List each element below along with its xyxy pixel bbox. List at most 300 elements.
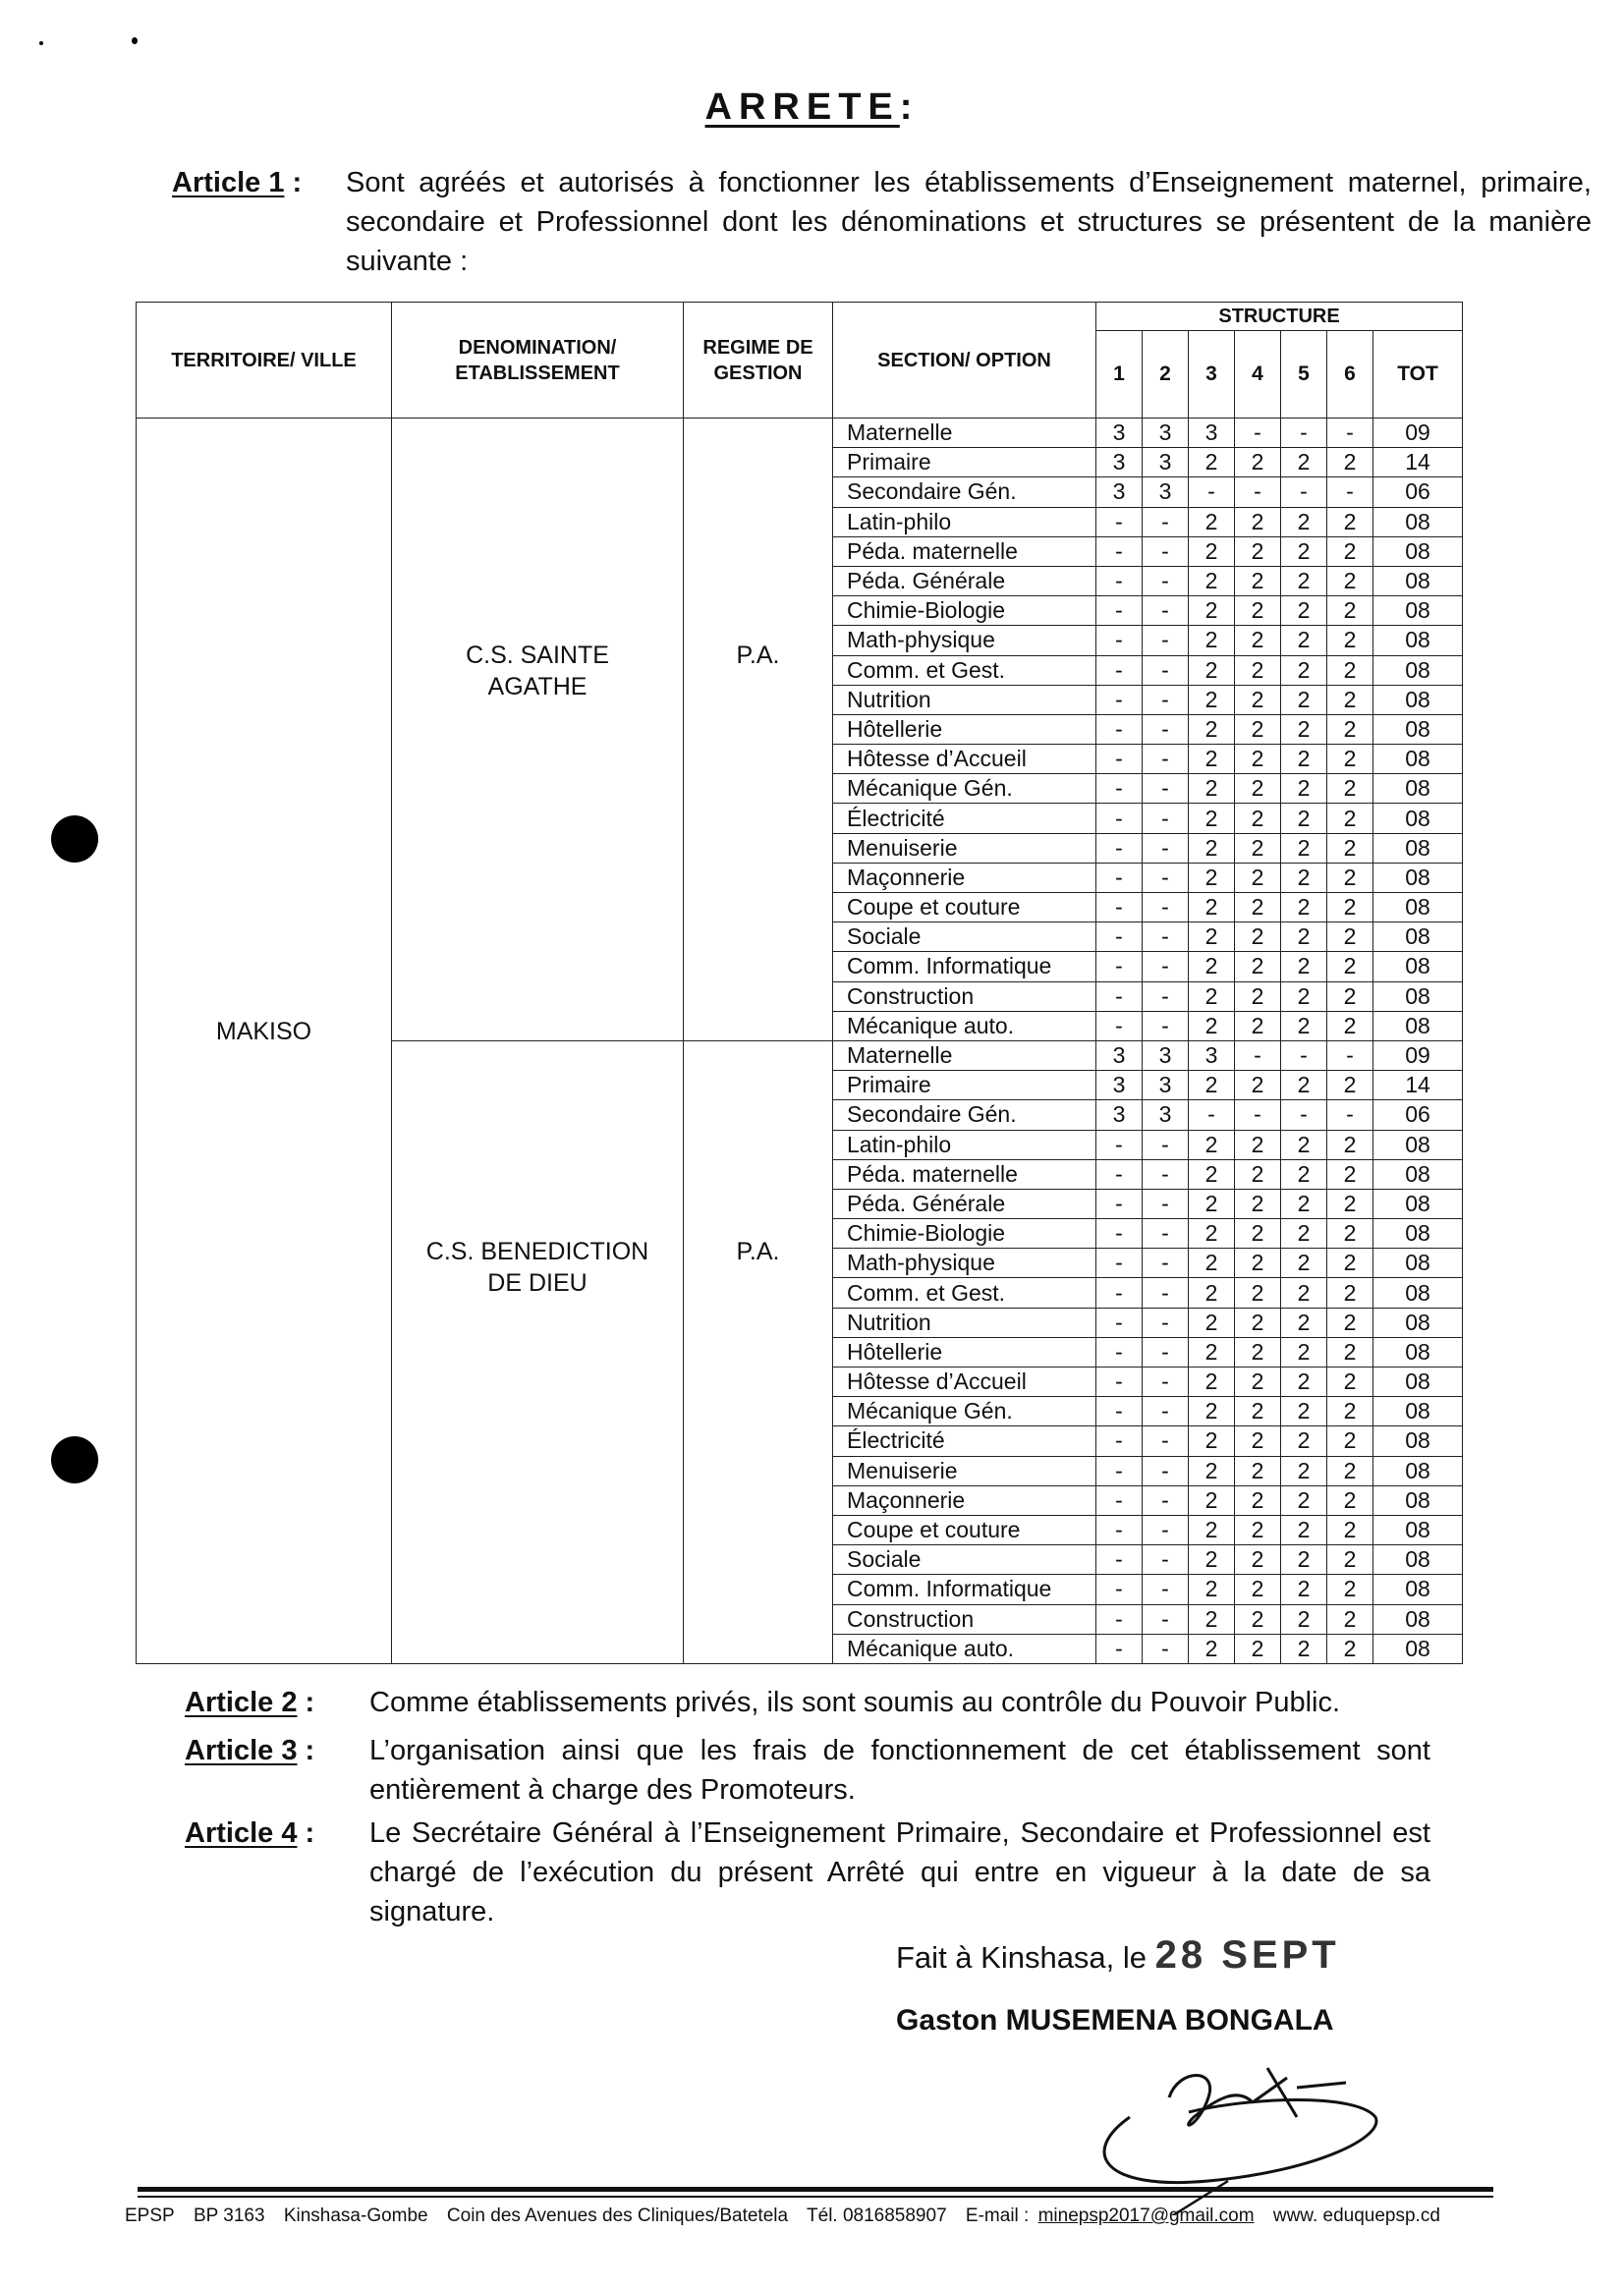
structure-cell: 2 <box>1281 952 1327 981</box>
structure-cell: 2 <box>1189 1426 1235 1456</box>
structure-cell: - <box>1143 745 1189 774</box>
structure-cell: - <box>1143 1545 1189 1575</box>
structure-cell: 2 <box>1327 1426 1373 1456</box>
structure-cell: 2 <box>1281 1278 1327 1308</box>
structure-cell: - <box>1096 1634 1143 1663</box>
structure-cell: 2 <box>1189 536 1235 566</box>
structure-cell: 2 <box>1189 626 1235 655</box>
structure-cell: - <box>1143 804 1189 833</box>
structure-cell: - <box>1327 477 1373 507</box>
structure-cell: - <box>1143 1189 1189 1218</box>
option-cell: Maternelle <box>833 1040 1096 1070</box>
structure-cell: 2 <box>1281 1189 1327 1218</box>
structure-cell: 2 <box>1281 804 1327 833</box>
option-cell: Hôtesse d’Accueil <box>833 745 1096 774</box>
structure-cell: 2 <box>1235 1575 1281 1604</box>
structure-cell: 2 <box>1327 893 1373 922</box>
header-structure: STRUCTURE <box>1096 303 1463 331</box>
structure-cell: 2 <box>1189 745 1235 774</box>
option-cell: Péda. maternelle <box>833 1159 1096 1189</box>
header-col-1: 1 <box>1096 331 1143 419</box>
total-cell: 08 <box>1373 1575 1463 1604</box>
structure-cell: - <box>1096 1485 1143 1515</box>
structure-cell: 2 <box>1281 566 1327 595</box>
structure-cell: 2 <box>1235 1485 1281 1515</box>
structure-cell: - <box>1143 1634 1189 1663</box>
header-col-6: 6 <box>1327 331 1373 419</box>
structure-cell: 2 <box>1327 1337 1373 1367</box>
total-cell: 08 <box>1373 596 1463 626</box>
structure-cell: 2 <box>1281 1159 1327 1189</box>
structure-cell: 2 <box>1327 536 1373 566</box>
structure-cell: - <box>1096 1159 1143 1189</box>
structure-cell: 2 <box>1281 655 1327 685</box>
structure-cell: 2 <box>1235 981 1281 1011</box>
structure-cell: 2 <box>1235 596 1281 626</box>
structure-cell: - <box>1096 1308 1143 1337</box>
option-cell: Péda. Générale <box>833 566 1096 595</box>
option-cell: Électricité <box>833 1426 1096 1456</box>
structure-cell: - <box>1143 893 1189 922</box>
total-cell: 08 <box>1373 1515 1463 1544</box>
structure-cell: - <box>1235 477 1281 507</box>
structure-cell: - <box>1143 922 1189 952</box>
structure-cell: 2 <box>1327 1575 1373 1604</box>
structure-cell: 2 <box>1327 1189 1373 1218</box>
structure-cell: 2 <box>1235 1071 1281 1100</box>
structure-cell: - <box>1143 1397 1189 1426</box>
total-cell: 08 <box>1373 1011 1463 1040</box>
structure-cell: 2 <box>1235 1189 1281 1218</box>
structure-cell: - <box>1096 1397 1143 1426</box>
article-label: Article 4 <box>185 1817 298 1849</box>
structure-cell: 2 <box>1327 1308 1373 1337</box>
structure-cell: - <box>1096 655 1143 685</box>
article-label: Article 3 <box>185 1735 298 1766</box>
structure-cell: 2 <box>1281 596 1327 626</box>
structure-cell: - <box>1143 1426 1189 1456</box>
structure-cell: 2 <box>1281 1634 1327 1663</box>
structure-cell: - <box>1189 477 1235 507</box>
total-cell: 08 <box>1373 685 1463 714</box>
structure-cell: - <box>1096 566 1143 595</box>
structure-cell: 2 <box>1189 566 1235 595</box>
scan-speck <box>39 41 43 45</box>
handwritten-signature <box>1061 2058 1415 2215</box>
structure-cell: - <box>1189 1100 1235 1130</box>
total-cell: 08 <box>1373 1159 1463 1189</box>
option-cell: Construction <box>833 981 1096 1011</box>
total-cell: 08 <box>1373 1426 1463 1456</box>
structure-cell: 2 <box>1327 1071 1373 1100</box>
article-text: L’organisation ainsi que les frais de fonctionnement de cet établissement sont entièrement à charge des Promoteurs. <box>369 1735 1430 1806</box>
structure-cell: 2 <box>1281 507 1327 536</box>
structure-cell: 3 <box>1189 419 1235 448</box>
structure-cell: 2 <box>1189 1485 1235 1515</box>
structure-cell: 2 <box>1327 1368 1373 1397</box>
structure-cell: 2 <box>1281 1575 1327 1604</box>
header-territoire: TERRITOIRE/ VILLE <box>137 303 392 419</box>
structure-cell: 2 <box>1327 448 1373 477</box>
structure-cell: 2 <box>1327 1278 1373 1308</box>
structure-cell: 2 <box>1189 1130 1235 1159</box>
structure-cell: 2 <box>1327 981 1373 1011</box>
structure-cell: - <box>1143 1219 1189 1249</box>
total-cell: 14 <box>1373 1071 1463 1100</box>
structure-cell: 2 <box>1235 1130 1281 1159</box>
structure-cell: - <box>1096 1515 1143 1544</box>
option-cell: Mécanique auto. <box>833 1634 1096 1663</box>
option-cell: Mécanique auto. <box>833 1011 1096 1040</box>
structure-cell: - <box>1096 804 1143 833</box>
option-cell: Math-physique <box>833 626 1096 655</box>
option-cell: Maternelle <box>833 419 1096 448</box>
footer-address: Coin des Avenues des Cliniques/Batetela <box>446 2205 789 2226</box>
structure-cell: - <box>1096 1249 1143 1278</box>
structure-cell: 2 <box>1235 448 1281 477</box>
table-row <box>137 419 1463 448</box>
structure-cell: 2 <box>1327 685 1373 714</box>
structure-cell: - <box>1143 1278 1189 1308</box>
option-cell: Hôtellerie <box>833 714 1096 744</box>
structure-cell: 2 <box>1235 952 1281 981</box>
scan-speck <box>132 37 138 44</box>
structure-cell: - <box>1143 536 1189 566</box>
option-cell: Comm. et Gest. <box>833 1278 1096 1308</box>
structure-cell: - <box>1143 626 1189 655</box>
structure-cell: 2 <box>1281 1604 1327 1634</box>
structure-cell: - <box>1096 536 1143 566</box>
structure-cell: 2 <box>1281 1011 1327 1040</box>
structure-cell: 2 <box>1235 1368 1281 1397</box>
structure-cell: 2 <box>1327 566 1373 595</box>
structure-cell: - <box>1143 981 1189 1011</box>
structure-cell: 2 <box>1235 1337 1281 1367</box>
structure-cell: 2 <box>1281 714 1327 744</box>
total-cell: 08 <box>1373 1130 1463 1159</box>
article-text: Sont agréés et autorisés à fonctionner les établissements d’Enseignement maternel, primaire, secondaire et Professionnel dont les dénominations et structures se présentent de la manière suivante : <box>346 167 1592 277</box>
total-cell: 06 <box>1373 1100 1463 1130</box>
structure-cell: - <box>1143 1337 1189 1367</box>
total-cell: 08 <box>1373 922 1463 952</box>
structure-cell: - <box>1096 893 1143 922</box>
structure-cell: 2 <box>1235 1308 1281 1337</box>
total-cell: 08 <box>1373 893 1463 922</box>
footer-org: EPSP <box>125 2205 175 2226</box>
structure-cell: 2 <box>1327 922 1373 952</box>
school-name-cell: C.S. BENEDICTION DE DIEU <box>392 1040 684 1663</box>
option-cell: Maçonnerie <box>833 1485 1096 1515</box>
structure-cell: 2 <box>1327 833 1373 863</box>
header-section: SECTION/ OPTION <box>833 303 1096 419</box>
option-cell: Nutrition <box>833 685 1096 714</box>
structure-cell: 2 <box>1235 774 1281 804</box>
structure-cell: 2 <box>1327 596 1373 626</box>
total-cell: 08 <box>1373 745 1463 774</box>
structure-cell: - <box>1143 952 1189 981</box>
structure-cell: - <box>1096 981 1143 1011</box>
option-cell: Primaire <box>833 1071 1096 1100</box>
structure-cell: 2 <box>1281 863 1327 892</box>
structure-cell: - <box>1096 863 1143 892</box>
structure-cell: 2 <box>1235 863 1281 892</box>
structure-cell: 2 <box>1235 1249 1281 1278</box>
total-cell: 08 <box>1373 566 1463 595</box>
structure-cell: 2 <box>1281 1397 1327 1426</box>
structure-cell: 2 <box>1189 1071 1235 1100</box>
structure-cell: 2 <box>1327 1159 1373 1189</box>
structure-cell: - <box>1143 596 1189 626</box>
structure-cell: 2 <box>1327 1485 1373 1515</box>
document-title: ARRETE: <box>704 86 920 128</box>
total-cell: 08 <box>1373 626 1463 655</box>
footer-website-link[interactable]: www. eduquepsp.cd <box>1272 2205 1440 2226</box>
total-cell: 08 <box>1373 1368 1463 1397</box>
structure-cell: 2 <box>1327 1545 1373 1575</box>
structure-cell: 2 <box>1281 448 1327 477</box>
structure-cell: 2 <box>1189 1278 1235 1308</box>
total-cell: 08 <box>1373 655 1463 685</box>
structure-cell: - <box>1281 477 1327 507</box>
option-cell: Comm. Informatique <box>833 952 1096 981</box>
total-cell: 08 <box>1373 1604 1463 1634</box>
structure-cell: - <box>1096 1545 1143 1575</box>
footer-email-link[interactable]: minepsp2017@gmail.com <box>1037 2205 1255 2226</box>
structure-cell: 2 <box>1327 1219 1373 1249</box>
structure-cell: 2 <box>1281 1456 1327 1485</box>
structure-cell: 2 <box>1281 536 1327 566</box>
structure-cell: - <box>1096 596 1143 626</box>
header-col-3: 3 <box>1189 331 1235 419</box>
total-cell: 08 <box>1373 774 1463 804</box>
structure-cell: 3 <box>1143 1100 1189 1130</box>
option-cell: Péda. Générale <box>833 1189 1096 1218</box>
structure-cell: - <box>1096 1337 1143 1367</box>
structure-cell: - <box>1235 419 1281 448</box>
structure-cell: - <box>1235 1100 1281 1130</box>
structure-cell: 3 <box>1143 477 1189 507</box>
structure-cell: 2 <box>1327 1011 1373 1040</box>
structure-cell: 2 <box>1281 685 1327 714</box>
structure-cell: 2 <box>1235 1515 1281 1544</box>
option-cell: Secondaire Gén. <box>833 477 1096 507</box>
structure-cell: 2 <box>1327 745 1373 774</box>
structure-cell: 2 <box>1235 1397 1281 1426</box>
signatory-name: Gaston MUSEMENA BONGALA <box>896 2004 1334 2037</box>
option-cell: Secondaire Gén. <box>833 1100 1096 1130</box>
structure-cell: - <box>1327 419 1373 448</box>
structure-cell: - <box>1143 1159 1189 1189</box>
structure-cell: 2 <box>1189 1249 1235 1278</box>
structure-cell: - <box>1143 1575 1189 1604</box>
footer-email-label: E-mail : <box>965 2205 1030 2226</box>
structure-cell: 2 <box>1235 893 1281 922</box>
structure-cell: - <box>1143 833 1189 863</box>
structure-cell: - <box>1096 1426 1143 1456</box>
structure-cell: 2 <box>1327 1456 1373 1485</box>
structure-cell: - <box>1143 507 1189 536</box>
structure-cell: - <box>1096 1011 1143 1040</box>
structure-cell: 2 <box>1189 655 1235 685</box>
structure-cell: 2 <box>1281 1219 1327 1249</box>
structure-cell: - <box>1327 1100 1373 1130</box>
structure-cell: 2 <box>1281 1071 1327 1100</box>
option-cell: Maçonnerie <box>833 863 1096 892</box>
article-text: Le Secrétaire Général à l’Enseignement Primaire, Secondaire et Professionnel est chargé de l’exécution du présent Arrêté qui entre en vigueur à la date de sa signature. <box>369 1817 1430 1927</box>
header-col-4: 4 <box>1235 331 1281 419</box>
date-stamp: 28 SEPT <box>1154 1933 1340 1977</box>
total-cell: 08 <box>1373 981 1463 1011</box>
structure-cell: 2 <box>1327 655 1373 685</box>
structure-cell: 2 <box>1281 1368 1327 1397</box>
structure-cell: 2 <box>1189 863 1235 892</box>
footer-rule <box>138 2196 1493 2198</box>
structure-cell: 2 <box>1235 1545 1281 1575</box>
footer-tel: Tél. 0816858907 <box>807 2205 947 2226</box>
structure-cell: - <box>1143 1485 1189 1515</box>
structure-cell: 3 <box>1143 1071 1189 1100</box>
structure-cell: 2 <box>1235 566 1281 595</box>
total-cell: 09 <box>1373 1040 1463 1070</box>
option-cell: Nutrition <box>833 1308 1096 1337</box>
option-cell: Sociale <box>833 922 1096 952</box>
structure-cell: 3 <box>1189 1040 1235 1070</box>
structure-cell: - <box>1096 1368 1143 1397</box>
structure-cell: 2 <box>1189 1219 1235 1249</box>
structure-cell: 2 <box>1189 1397 1235 1426</box>
structure-cell: - <box>1143 1130 1189 1159</box>
option-cell: Latin-philo <box>833 1130 1096 1159</box>
structure-cell: 2 <box>1327 1515 1373 1544</box>
article-label: Article 1 <box>172 167 285 198</box>
place-date-line <box>896 1933 1340 1978</box>
school-name-cell: C.S. SAINTE AGATHE <box>392 419 684 1041</box>
structure-cell: - <box>1281 1100 1327 1130</box>
structure-cell: 2 <box>1189 1368 1235 1397</box>
structure-cell: 2 <box>1327 1249 1373 1278</box>
structure-cell: 3 <box>1096 1100 1143 1130</box>
total-cell: 08 <box>1373 1456 1463 1485</box>
structure-cell: - <box>1096 1456 1143 1485</box>
structure-cell: 2 <box>1235 507 1281 536</box>
structure-cell: 2 <box>1327 1634 1373 1663</box>
structure-cell: 2 <box>1235 655 1281 685</box>
structure-cell: 2 <box>1235 1219 1281 1249</box>
footer-rule <box>138 2187 1493 2192</box>
option-cell: Hôtesse d’Accueil <box>833 1368 1096 1397</box>
structure-cell: 3 <box>1143 448 1189 477</box>
structure-cell: - <box>1096 1219 1143 1249</box>
structure-cell: - <box>1143 655 1189 685</box>
structure-cell: - <box>1281 1040 1327 1070</box>
structure-cell: 2 <box>1189 1456 1235 1485</box>
structure-cell: 2 <box>1189 685 1235 714</box>
option-cell: Menuiserie <box>833 1456 1096 1485</box>
option-cell: Math-physique <box>833 1249 1096 1278</box>
total-cell: 08 <box>1373 536 1463 566</box>
structure-cell: 2 <box>1281 626 1327 655</box>
structure-cell: 2 <box>1281 1485 1327 1515</box>
structure-cell: - <box>1096 685 1143 714</box>
binder-hole-top <box>51 815 98 863</box>
structure-cell: 2 <box>1235 804 1281 833</box>
structure-cell: - <box>1096 952 1143 981</box>
header-regime: REGIME DE GESTION <box>684 303 833 419</box>
structure-cell: - <box>1096 833 1143 863</box>
structure-cell: 2 <box>1189 804 1235 833</box>
structure-cell: 2 <box>1189 596 1235 626</box>
total-cell: 08 <box>1373 863 1463 892</box>
total-cell: 08 <box>1373 1337 1463 1367</box>
structure-cell: - <box>1143 1368 1189 1397</box>
structure-cell: 2 <box>1281 922 1327 952</box>
option-cell: Coupe et couture <box>833 1515 1096 1544</box>
total-cell: 08 <box>1373 952 1463 981</box>
structure-cell: 2 <box>1235 714 1281 744</box>
option-cell: Comm. Informatique <box>833 1575 1096 1604</box>
structure-cell: 2 <box>1189 1308 1235 1337</box>
option-cell: Hôtellerie <box>833 1337 1096 1367</box>
option-cell: Latin-philo <box>833 507 1096 536</box>
structure-cell: - <box>1096 1604 1143 1634</box>
place-text: Fait à Kinshasa, le <box>896 1940 1148 1975</box>
structure-cell: 2 <box>1281 1545 1327 1575</box>
structure-cell: 2 <box>1327 804 1373 833</box>
structure-cell: 2 <box>1327 714 1373 744</box>
structure-cell: 2 <box>1189 1604 1235 1634</box>
header-denomination: DENOMINATION/ ETABLISSEMENT <box>392 303 684 419</box>
structure-cell: 2 <box>1189 1337 1235 1367</box>
option-cell: Chimie-Biologie <box>833 596 1096 626</box>
structure-cell: - <box>1096 507 1143 536</box>
structure-cell: 3 <box>1096 448 1143 477</box>
structure-cell: - <box>1327 1040 1373 1070</box>
structure-cell: - <box>1143 1249 1189 1278</box>
structure-cell: 2 <box>1327 626 1373 655</box>
total-cell: 08 <box>1373 1545 1463 1575</box>
structure-cell: - <box>1143 1604 1189 1634</box>
structure-cell: - <box>1096 1189 1143 1218</box>
structure-cell: 2 <box>1189 893 1235 922</box>
structure-cell: 2 <box>1235 1159 1281 1189</box>
footer <box>125 2205 1520 2227</box>
total-cell: 09 <box>1373 419 1463 448</box>
structure-cell: - <box>1143 566 1189 595</box>
article-label: Article 2 <box>185 1687 298 1718</box>
header-col-5: 5 <box>1281 331 1327 419</box>
option-cell: Électricité <box>833 804 1096 833</box>
territoire-cell: MAKISO <box>137 419 392 1664</box>
option-cell: Mécanique Gén. <box>833 774 1096 804</box>
total-cell: 08 <box>1373 1278 1463 1308</box>
structure-cell: - <box>1143 685 1189 714</box>
structure-cell: 2 <box>1281 1130 1327 1159</box>
structure-cell: 2 <box>1281 1426 1327 1456</box>
structure-cell: - <box>1096 1278 1143 1308</box>
option-cell: Coupe et couture <box>833 893 1096 922</box>
structure-cell: 2 <box>1189 952 1235 981</box>
option-cell: Péda. maternelle <box>833 536 1096 566</box>
structure-cell: - <box>1143 863 1189 892</box>
structure-cell: 2 <box>1327 952 1373 981</box>
option-cell: Mécanique Gén. <box>833 1397 1096 1426</box>
structure-cell: 2 <box>1235 1604 1281 1634</box>
regime-cell: P.A. <box>684 419 833 1041</box>
structure-cell: 3 <box>1096 419 1143 448</box>
structure-cell: 2 <box>1189 922 1235 952</box>
footer-city: Kinshasa-Gombe <box>283 2205 428 2226</box>
structure-cell: 2 <box>1327 863 1373 892</box>
